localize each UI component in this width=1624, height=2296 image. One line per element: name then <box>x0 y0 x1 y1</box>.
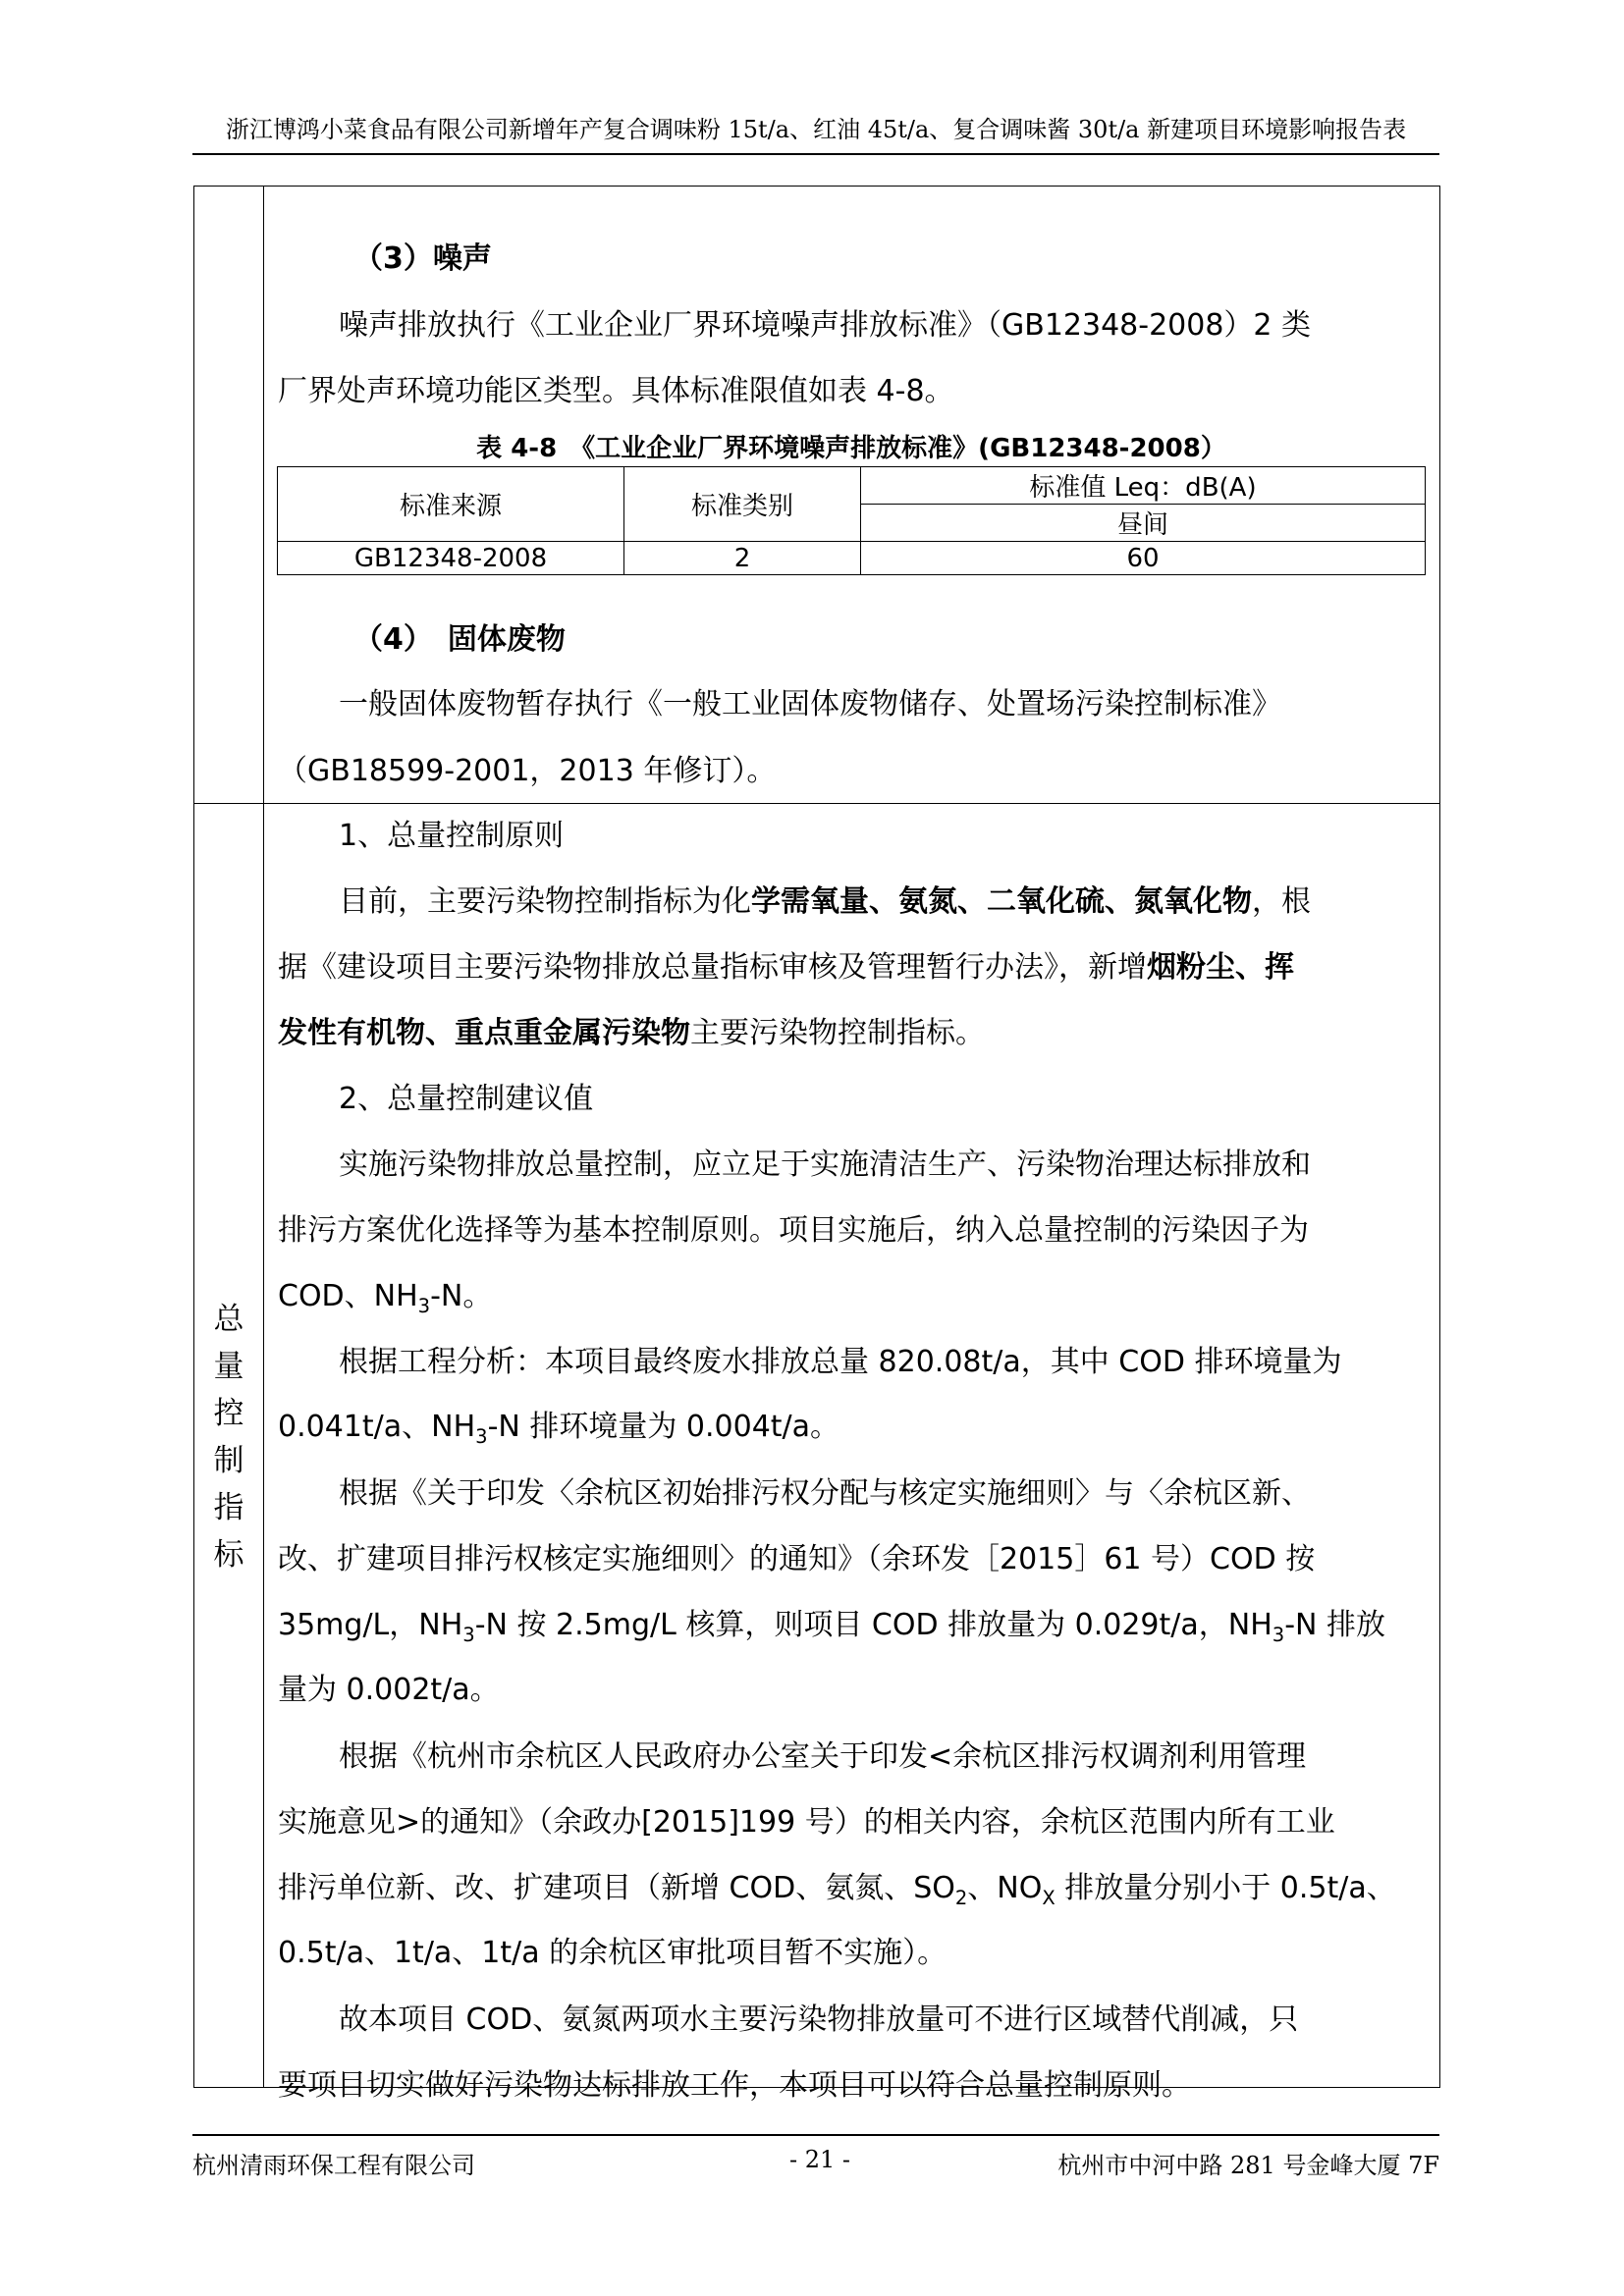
side-label-total-control <box>202 1296 255 1578</box>
total-p5-line4: 0.5t/a、1t/a、1t/a 的余杭区审批项目暂不实施）。 <box>278 1936 947 1970</box>
footer-rule <box>192 2134 1439 2136</box>
header-rule <box>192 153 1439 155</box>
total-p2-line1: 实施污染物排放总量控制，应立足于实施清洁生产、污染物治理达标排放和 <box>339 1148 1311 1182</box>
solid-waste-line1: 一般固体废物暂存执行《一般工业固体废物储存、处置场污染控制标准》 <box>339 687 1281 721</box>
side-char: 控 <box>213 1396 244 1431</box>
total-p3-line2: 0.041t/a、$NH_3-N$ 排环境量为 0.004t/a。 <box>278 1410 840 1448</box>
total-p6-line1: 故本项目 COD、氨氮两项水主要污染物排放量可不进行区域替代削减，只 <box>339 2002 1299 2037</box>
total-p3-line1: 根据工程分析：本项目最终废水排放总量 820.08t/a，其中 COD 排环境量为 <box>339 1345 1342 1379</box>
total-p2-line2: 排污方案优化选择等为基本控制原则。项目实施后，纳入总量控制的污染因子为 <box>278 1213 1309 1248</box>
total-p5-line3: 排污单位新、改、扩建项目（新增 COD、氨氮、$SO_2$、$NO_X$ 排放量分别小于 0.5t/a、 <box>278 1871 1396 1909</box>
total-p5-line2: 实施意见>的通知》（余政办[2015]199 号）的相关内容，余杭区范围内所有工业 <box>278 1805 1335 1840</box>
total-p4-line2: 改、扩建项目排污权核定实施细则〉的通知》（余环发［2015］61 号）COD 按 <box>278 1542 1316 1576</box>
side-char: 标 <box>213 1537 244 1573</box>
footer-company: 杭州清雨环保工程有限公司 <box>192 2152 475 2179</box>
noise-heading: （3）噪声 <box>353 241 492 276</box>
footer-address: 杭州市中河中路 281 号金峰大厦 7F <box>1057 2152 1439 2179</box>
side-char: 指 <box>213 1490 244 1525</box>
solid-waste-heading: （4） 固体废物 <box>353 622 566 657</box>
table-header-category: 标准类别 <box>624 467 861 542</box>
total-p1-line1: 目前，主要污染物控制指标为化学需氧量、氨氮、二氧化硫、氮氧化物，根 <box>339 884 1311 919</box>
noise-paragraph-line1: 噪声排放执行《工业企业厂界环境噪声排放标准》（GB12348-2008）2 类 <box>339 308 1312 343</box>
table-cell-value: 60 <box>861 542 1426 575</box>
table-cell-category: 2 <box>624 542 861 575</box>
row-divider <box>193 803 1440 804</box>
footer-page-number: - 21 - <box>788 2146 850 2173</box>
total-p4-line3: 35mg/L，$NH_3-N$ 按 2.5mg/L 核算，则项目 COD 排放量为 0.029t/a，$NH_3-N$ 排放 <box>278 1608 1386 1646</box>
side-char: 量 <box>213 1349 244 1384</box>
table-header-source: 标准来源 <box>278 467 624 542</box>
table-header-value: 标准值 Leq：dB(A) <box>861 467 1426 505</box>
total-p2-line3: COD、$NH_3-N$。 <box>278 1279 493 1317</box>
column-divider <box>263 186 264 2088</box>
noise-standard-table <box>277 466 1426 575</box>
table-caption: 表 4-8 《工业企业厂界环境噪声排放标准》(GB12348-2008） <box>476 434 1226 463</box>
page-header-title: 浙江博鸿小菜食品有限公司新增年产复合调味粉 15t/a、红油 45t/a、复合调味酱 30t/a 新建项目环境影响报告表 <box>225 116 1407 143</box>
table-cell-source: GB12348-2008 <box>278 542 624 575</box>
total-p6-line2: 要项目切实做好污染物达标排放工作，本项目可以符合总量控制原则。 <box>278 2068 1191 2103</box>
solid-waste-line2: （GB18599-2001，2013 年修订）。 <box>278 754 777 788</box>
total-p5-line1: 根据《杭州市余杭区人民政府办公室关于印发<余杭区排污权调剂利用管理 <box>339 1739 1307 1774</box>
side-char: 总 <box>213 1302 244 1337</box>
total-p1-line3: 发性有机物、重点重金属污染物主要污染物控制指标。 <box>278 1016 985 1050</box>
total-p4-line1: 根据《关于印发〈余杭区初始排污权分配与核定实施细则〉与〈余杭区新、 <box>339 1476 1311 1511</box>
noise-paragraph-line2: 厂界处声环境功能区类型。具体标准限值如表 4-8。 <box>278 374 954 408</box>
table-header-daytime: 昼间 <box>861 505 1426 542</box>
total-p1-line2: 据《建设项目主要污染物排放总量指标审核及管理暂行办法》，新增烟粉尘、挥 <box>278 950 1294 985</box>
total-p4-line4: 量为 0.002t/a。 <box>278 1673 500 1707</box>
total-heading-2: 2、总量控制建议值 <box>339 1082 594 1116</box>
side-char: 制 <box>213 1443 244 1478</box>
total-heading-1: 1、总量控制原则 <box>339 819 565 853</box>
